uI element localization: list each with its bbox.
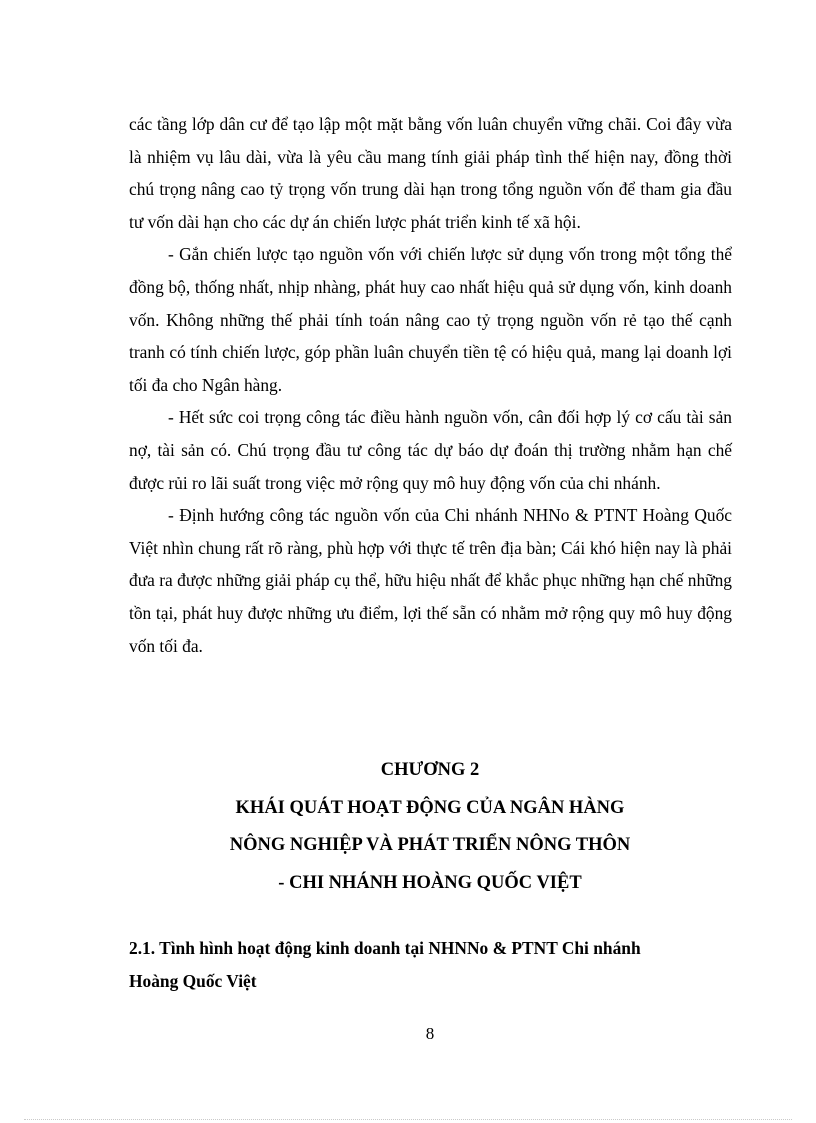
chapter-title-line-3: - CHI NHÁNH HOÀNG QUỐC VIỆT bbox=[278, 872, 582, 893]
section-heading-line-1: 2.1. Tình hình hoạt động kinh doanh tại NHNNo & PTNT Chi nhánh bbox=[129, 938, 641, 958]
section-heading bbox=[129, 932, 732, 998]
page-bottom-divider bbox=[24, 1119, 792, 1120]
page-number: 8 bbox=[425, 1024, 435, 1043]
section-heading-line-2: Hoàng Quốc Việt bbox=[129, 971, 257, 991]
chapter-number: CHƯƠNG 2 bbox=[380, 760, 480, 780]
chapter-heading bbox=[100, 752, 760, 902]
body-text bbox=[129, 108, 732, 662]
paragraph-branch-orientation: - Định hướng công tác nguồn vốn của Chi nhánh NHNo & PTNT Hoàng Quốc Việt nhìn chung rất rõ ràng, phù hợp với thực tế trên địa bàn; Cái khó hiện nay là phải đưa ra được những giải pháp cụ thể, hữu hiệu nhất để khắc phục những hạn chế những tồn tại, phát huy được những ưu điểm, lợi thế sẵn có nhằm mở rộng quy mô huy động vốn tối đa. bbox=[129, 505, 732, 656]
chapter-title-line-2: NÔNG NGHIỆP VÀ PHÁT TRIỂN NÔNG THÔN bbox=[229, 835, 631, 855]
paragraph-capital-strategy: - Gắn chiến lược tạo nguồn vốn với chiến lược sử dụng vốn trong một tổng thể đồng bộ, thống nhất, nhịp nhàng, phát huy cao nhất hiệu quả sử dụng vốn, kinh doanh vốn. Không những thế phải tính toán nâng cao tỷ trọng nguồn vốn rẻ tạo thế cạnh tranh có tính chiến lược, góp phần luân chuyển tiền tệ có hiệu quả, mang lại doanh lợi tối đa cho Ngân hàng. bbox=[129, 244, 732, 395]
chapter-title-line-1: KHÁI QUÁT HOẠT ĐỘNG CỦA NGÂN HÀNG bbox=[235, 797, 625, 818]
paragraph-capital-management: - Hết sức coi trọng công tác điều hành nguồn vốn, cân đối hợp lý cơ cấu tài sản nợ, tài sản có. Chú trọng đầu tư công tác dự báo dự đoán thị trường nhằm hạn chế được rủi ro lãi suất trong việc mở rộng quy mô huy động vốn của chi nhánh. bbox=[129, 407, 732, 493]
paragraph-continuation: các tầng lớp dân cư để tạo lập một mặt bằng vốn luân chuyển vững chãi. Coi đây vừa là nhiệm vụ lâu dài, vừa là yêu cầu mang tính giải pháp tình thế hiện nay, đồng thời chú trọng nâng cao tỷ trọng vốn trung dài hạn trong tổng nguồn vốn để tham gia đầu tư vốn dài hạn cho các dự án chiến lược phát triển kinh tế xã hội. bbox=[129, 114, 732, 232]
